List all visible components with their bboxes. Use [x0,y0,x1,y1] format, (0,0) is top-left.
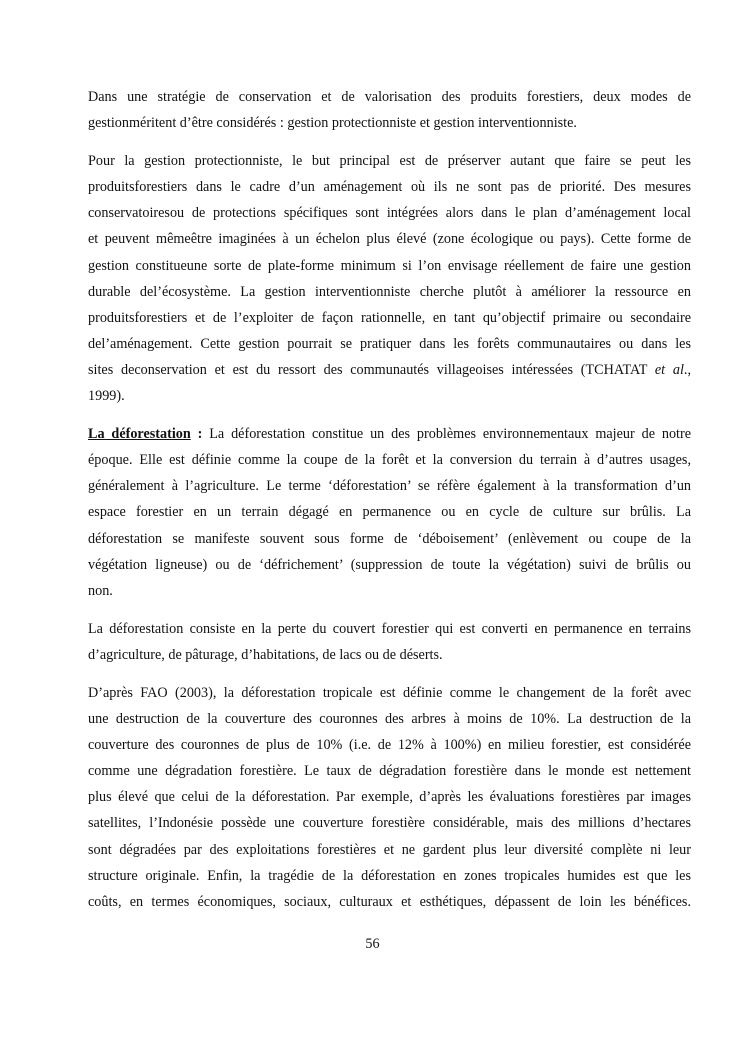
text-line: non. [88,582,113,599]
paragraph-fao-definition [88,680,691,915]
text-line: 1999). [88,388,125,405]
text-line: déforestation se manifeste souvent sous forme de ‘déboisement’ (enlèvement ou coupe de la [88,530,691,547]
text-line: sont dégradées par des exploitations forestières et ne gardent plus leur diversité complète ni leur [88,841,691,858]
text-line: La déforestation consiste en la perte du couvert forestier qui est converti en permanence en terrains [88,620,691,637]
text-line: couverture des couronnes de plus de 10% (i.e. de 12% à 100%) en milieu forestier, est considérée [88,737,691,754]
text-line: del’aménagement. Cette gestion pourrait se pratiquer dans les forêts communautaires ou dans les [88,335,691,352]
text-line: espace forestier en un terrain dégagé en permanence ou en cycle de culture sur brûlis. La [88,504,691,521]
text-line: durable del’écosystème. La gestion interventionniste cherche plutôt à améliorer la ressource en [88,283,691,300]
text-line-citation [88,357,691,383]
text-line: végétation ligneuse) ou de ‘défrichement’ (suppression de toute la végétation) suivi de brûlis ou [88,556,691,573]
text-line: D’après FAO (2003), la déforestation tropicale est définie comme le changement de la forêt avec [88,684,691,701]
text-line-heading [88,421,691,447]
text-line: plus élevé que celui de la déforestation. Par exemple, d’après les évaluations forestières par images [88,789,691,806]
text-line: d’agriculture, de pâturage, d’habitations, de lacs ou de déserts. [88,646,443,663]
page-number: 56 [365,936,380,952]
paragraph-management-modes [88,84,691,136]
text-line: Pour la gestion protectionniste, le but principal est de préserver autant que faire se peut les [88,153,691,170]
text-line: produitsforestiers et de l’exploiter de façon rationnelle, en tant qu’objectif primaire ou secondaire [88,309,691,326]
text-line: comme une dégradation forestière. Le taux de dégradation forestière dans le monde est nettement [88,763,691,780]
text-line: et peuvent mêmeêtre imaginées à un échelon plus élevé (zone écologique ou pays). Cette forme de [88,231,691,248]
text-line: époque. Elle est définie comme la coupe de la forêt et la conversion du terrain à d’autres usages, [88,452,691,469]
text-line: produitsforestiers dans le cadre d’un aménagement où ils ne sont pas de priorité. Des mesures [88,179,691,196]
text-line: une destruction de la couverture des couronnes des arbres à moins de 10%. La destruction de la [88,711,691,728]
citation-punctuation: ., [683,361,691,378]
deforestation-heading: La déforestation [88,426,191,443]
text-line: coûts, en termes économiques, sociaux, culturaux et esthétiques, dépassent de loin les bénéfices. [88,893,691,910]
heading-colon: : [197,426,203,443]
text-line: satellites, l’Indonésie possède une couverture forestière considérable, mais des millions d’hectares [88,815,691,832]
text-line: gestionméritent d’être considérés : gestion protectionniste et gestion interventionniste. [88,115,577,132]
citation-et-al: et al [654,361,684,378]
document-page [88,84,691,927]
text-line: gestion constitueune sorte de plate-forme minimum si l’on envisage réellement de faire une gestion [88,257,691,274]
text-line: généralement à l’agriculture. Le terme ‘déforestation’ se réfère également à la transformation d’un [88,478,691,495]
text-line: Dans une stratégie de conservation et de valorisation des produits forestiers, deux modes de [88,89,691,105]
paragraph-deforestation-definition [88,421,691,604]
paragraph-forest-cover-loss [88,616,691,668]
paragraph-protectionist-management [88,148,691,409]
heading-rest-text: La déforestation constitue un des problèmes environnementaux majeur de notre [202,426,692,443]
text-line: structure originale. Enfin, la tragédie de la déforestation en zones tropicales humides est que les [88,867,691,884]
citation-text: sites deconservation et est du ressort des communautés villageoises intéressées (TCHATAT [88,361,655,378]
text-line: conservatoiresou de protections spécifiques sont intégrées alors dans le plan d’aménagement local [88,205,691,222]
